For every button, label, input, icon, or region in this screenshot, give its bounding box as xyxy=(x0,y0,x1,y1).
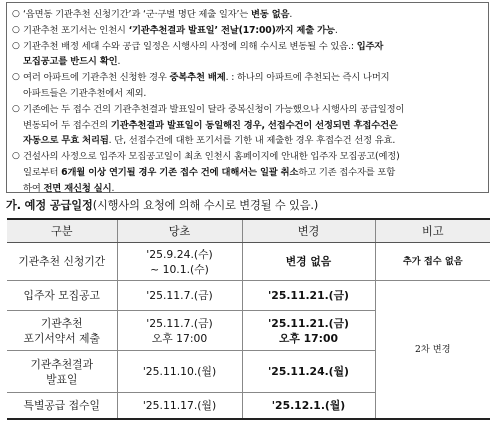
table-row xyxy=(7,281,490,311)
notice-line xyxy=(12,70,484,86)
notice-segment: 하여 xyxy=(23,182,44,194)
notice-emphasis: 중복추천 배제 xyxy=(169,72,226,84)
notice-segment: 하고 기존 접수자를 포함 xyxy=(298,166,396,178)
remark-cell: 2차 변경 xyxy=(375,281,490,419)
bullet-circle-icon xyxy=(12,54,23,70)
bullet-circle-icon: ○ xyxy=(12,72,20,83)
row-label-line: 특별공급 접수일 xyxy=(23,398,100,412)
original-date xyxy=(117,393,242,419)
bullet-circle-icon: ○ xyxy=(12,9,20,19)
notice-segment: 아파트들은 기관추천에서 제외. xyxy=(23,87,147,99)
original-line: '25.11.7.(금) xyxy=(146,316,213,330)
row-label xyxy=(7,393,117,419)
section-title-main: 가. 예정 공급일정 xyxy=(6,199,93,212)
row-label-line: 포기서약서 제출 xyxy=(23,331,100,345)
table-header-row xyxy=(7,219,490,243)
changed-date xyxy=(242,243,375,281)
changed-line: 변경 없음 xyxy=(285,255,332,268)
row-label xyxy=(7,243,117,281)
notice-segment: 기관추천 포기서는 인천시 xyxy=(23,24,129,36)
header-changed: 변경 xyxy=(242,219,375,243)
notice-emphasis: 자동으로 무효 처리됨 xyxy=(23,135,109,147)
notice-text xyxy=(23,23,484,39)
original-date xyxy=(117,351,242,393)
changed-line: 오후 17:00 xyxy=(279,331,338,345)
notice-line xyxy=(12,149,484,165)
notice-box xyxy=(6,2,489,193)
notice-emphasis: 변동 없음 xyxy=(250,9,290,20)
original-date xyxy=(117,311,242,351)
row-label xyxy=(7,351,117,393)
table-row xyxy=(7,243,490,281)
row-label-line: 발표일 xyxy=(46,372,78,386)
row-label-line: 입주자 모집공고 xyxy=(23,289,100,302)
notice-segment: 일로부터 xyxy=(23,166,62,178)
section-title-note: (시행사의 요청에 의해 수시로 변경될 수 있음.) xyxy=(92,199,319,212)
notice-text xyxy=(23,7,484,23)
original-date xyxy=(117,281,242,311)
notice-line xyxy=(12,165,484,181)
original-line: '25.11.7.(금) xyxy=(146,289,213,302)
row-label-line: 기관추천 xyxy=(40,316,83,330)
notice-text xyxy=(23,118,484,134)
bullet-circle-icon xyxy=(12,86,23,102)
section-title xyxy=(6,197,318,213)
row-label xyxy=(7,311,117,351)
notice-segment: . xyxy=(289,9,293,20)
changed-date xyxy=(242,393,375,419)
header-remarks: 비고 xyxy=(375,219,490,243)
notice-line xyxy=(12,181,484,197)
original-line: '25.11.17.(월) xyxy=(142,398,217,412)
notice-line xyxy=(12,23,484,39)
notice-line xyxy=(12,54,484,70)
header-original: 당초 xyxy=(117,219,242,243)
row-label-line: 기관추천결과 xyxy=(30,357,94,371)
notice-segment: ‘읍면동 기관추천 신청기간’과 ‘군·구별 명단 제출 일자’는 xyxy=(23,9,251,20)
notice-segment: . : 하나의 아파트에 추천되는 즉시 나머지 xyxy=(225,72,390,84)
bullet-circle-icon xyxy=(12,165,23,181)
bullet-circle-icon: ○ xyxy=(12,40,20,51)
notice-segment: 여러 아파트에 기관추천 신청한 경우 xyxy=(23,72,170,84)
notice-segment: 기관추천 배정 세대 수와 공급 일정은 시행사의 사정에 의해 수시로 변동될 수 있음.: xyxy=(23,40,357,52)
changed-date xyxy=(242,311,375,351)
original-date xyxy=(117,243,242,281)
notice-text xyxy=(23,70,484,86)
notice-text xyxy=(23,54,484,70)
notice-line xyxy=(12,39,484,55)
schedule-table xyxy=(7,218,490,420)
bullet-circle-icon xyxy=(12,118,23,134)
original-line: 오후 17:00 xyxy=(151,331,208,345)
bullet-circle-icon: ○ xyxy=(12,24,20,35)
bullet-circle-icon xyxy=(12,181,23,197)
notice-emphasis: 입주자 xyxy=(356,40,384,52)
row-label-line: 기관추천 신청기간 xyxy=(18,255,106,268)
notice-emphasis: ‘기관추천결과 발표일’ 전날(17:00)까지 제출 가능 xyxy=(128,24,335,36)
changed-date xyxy=(242,281,375,311)
notice-emphasis: 전면 재신청 실시 xyxy=(43,182,112,194)
notice-segment: . xyxy=(117,56,121,68)
notice-text xyxy=(23,39,484,55)
row-label xyxy=(7,281,117,311)
notice-line xyxy=(12,86,484,102)
notice-line xyxy=(12,7,484,23)
notice-segment: . xyxy=(111,182,115,194)
notice-segment: 변동되어 두 접수건의 xyxy=(23,119,111,131)
bullet-circle-icon: ○ xyxy=(12,151,20,162)
original-line: ~ 10.1.(수) xyxy=(150,262,209,276)
notice-text xyxy=(23,102,484,118)
notice-text xyxy=(23,181,484,197)
notice-text xyxy=(23,86,484,102)
notice-text xyxy=(23,149,484,165)
notice-segment: 기존에는 두 접수 건의 기관추천결과 발표일이 달라 중복신청이 가능했으나 시행사의 공급일정이 xyxy=(23,103,405,115)
changed-line: '25.11.21.(금) xyxy=(268,289,349,302)
changed-line: '25.11.24.(월) xyxy=(268,365,349,378)
changed-line: '25.11.21.(금) xyxy=(268,316,349,330)
original-line: '25.9.24.(수) xyxy=(146,247,213,261)
bullet-circle-icon xyxy=(12,133,23,149)
remark-cell: 추가 접수 없음 xyxy=(375,243,490,281)
changed-date xyxy=(242,351,375,393)
notice-text xyxy=(23,165,484,181)
notice-line xyxy=(12,133,484,149)
original-line: '25.11.10.(월) xyxy=(142,365,217,378)
notice-emphasis: 6개월 이상 연기될 경우 기존 접수 건에 대해서는 일괄 취소 xyxy=(61,166,299,178)
notice-segment: . xyxy=(334,24,338,36)
notice-line xyxy=(12,102,484,118)
notice-text xyxy=(23,133,484,149)
notice-segment: . 단, 선접수건에 대한 포기서를 기한 내 제출한 경우 후접수건 선정 유효. xyxy=(108,135,396,147)
notice-segment: 건설사의 사정으로 입주자 모집공고일이 최초 인천시 홈페이지에 안내한 입주자 모집공고(예정) xyxy=(23,151,400,163)
header-category: 구분 xyxy=(7,219,117,243)
notice-emphasis: 모집공고를 반드시 확인 xyxy=(23,56,118,68)
changed-line: '25.12.1.(월) xyxy=(271,398,346,412)
notice-emphasis: 기관추천결과 발표일이 동일해진 경우, 선접수건이 선정되면 후접수건은 xyxy=(110,119,398,131)
notice-line xyxy=(12,118,484,134)
bullet-circle-icon: ○ xyxy=(12,103,20,114)
